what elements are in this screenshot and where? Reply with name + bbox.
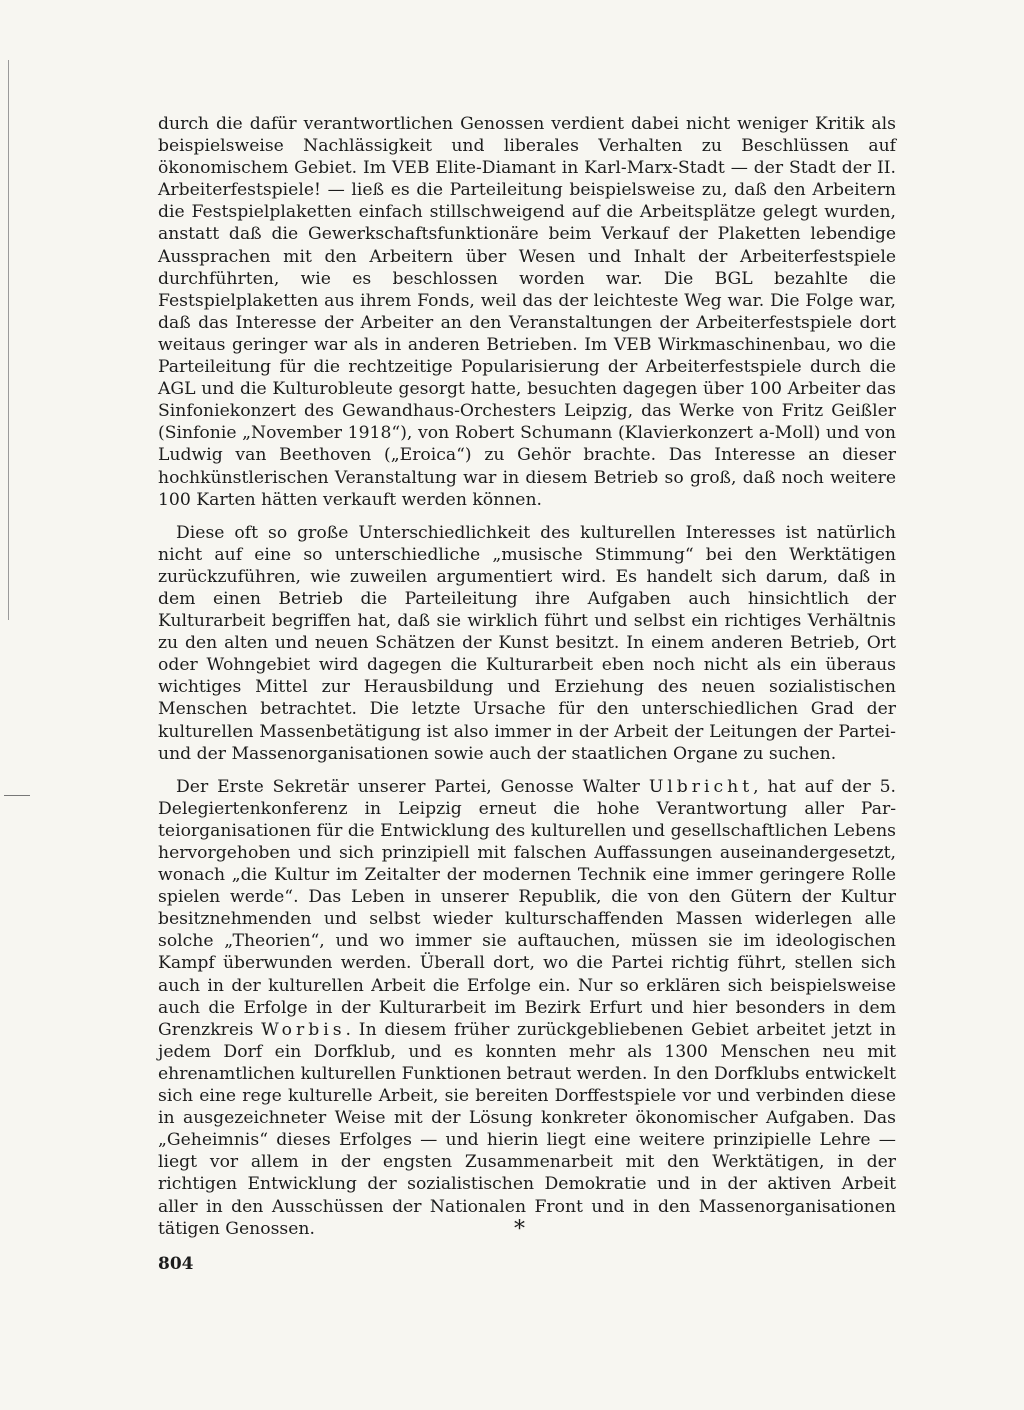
paragraph-2-text: Diese oft so große Unterschiedlichkeit des kulturellen Interesses ist natürlich nicht auf eine so unterschiedliche „musische Stimmung“ bei den Werktätigen zurückzuführen, wie zuweilen argumentiert wird. Es handelt sich darum, daß in dem einen Betrieb die Parteileitung ihre Aufgaben auch hinsichtlich der Kulturarbeit begriffen hat, daß sie wirklich führt und selbst ein richtiges Verhältnis zu den alten und neuen Schätzen der Kunst besitzt. In einem anderen Betrieb, Ort oder Wohngebiet wird dagegen die Kulturarbeit eben noch nicht als ein überaus wichtiges Mittel zur Herausbildung und Erziehung des neuen sozialistischen Menschen betrachtet. Die letzte Ursache für den unterschiedlichen Grad der kulturellen Massenbetätigung ist also immer in der Arbeit der Leitungen der Partei- und der Massenorganisationen sowie auch der staatlichen Organe zu suchen. [158,522,896,764]
paragraph-2 [158,522,896,765]
paragraph-3-text-b: , hat auf der 5. Delegiertenkonferenz in Leipzig erneut die hohe Verantwortung aller Parteiorganisationen für die Entwicklung des kulturellen und gesellschaftlichen Lebens hervorgehoben und sich prinzipiell mit falschen Auffassungen auseinandergesetzt, wonach „die Kultur im Zeitalter der modernen Technik eine immer geringere Rolle spielen werde“. Das Leben in unserer Republik, die von den Gütern der Kultur besitznehmenden und selbst wieder kulturschaffenden Massen widerlegen alle solche „Theorien“, und wo immer sie auftauchen, müssen sie im ideologischen Kampf überwunden werden. Überall dort, wo die Partei richtig führt, stellen sich auch in der kulturellen Arbeit die Erfolge ein. Nur so erklären sich beispielsweise auch die Erfolge in der Kulturarbeit im Bezirk Erfurt und hier besonders in dem Grenzkreis [158,776,896,1040]
paragraph-1 [158,113,896,511]
page-number: 804 [158,1254,194,1274]
paragraph-3 [158,776,896,1240]
name-worbis: Worbis [261,1019,346,1040]
text-column [158,113,896,1240]
scan-margin-tick [4,795,30,796]
section-separator: * [514,1217,525,1242]
scan-margin-line [8,60,9,620]
name-ulbricht: Ulbricht [648,776,754,797]
paragraph-3-text-c: . In diesem früher zurückgebliebenen Gebiet arbeitet jetzt in jedem Dorf ein Dorfklub, und es konnten mehr als 1300 Menschen neu mit ehrenamtlichen kulturellen Funktionen betraut werden. In den Dorfklubs entwickelt sich eine rege kulturelle Arbeit, sie bereiten Dorffestspiele vor und verbinden diese in ausgezeichneter Weise mit der Lösung konkreter ökonomischer Aufgaben. Das „Geheimnis“ dieses Erfolges — und hierin liegt eine weitere prinzipielle Lehre — liegt vor allem in der engsten Zusammenarbeit mit den Werktätigen, in der richtigen Entwicklung der sozialistischen Demokratie und in der aktiven Arbeit aller in den Ausschüssen der Nationalen Front und in den Massenorganisationen tätigen Genossen. [158,1019,897,1239]
paragraph-1-text: durch die dafür verantwortlichen Genossen verdient dabei nicht weniger Kritik als beispielsweise Nachlässigkeit und liberales Verhalten zu Beschlüssen auf ökonomischem Gebiet. Im VEB Elite-Diamant in Karl-Marx-Stadt — der Stadt der II. Arbeiterfestspiele! — ließ es die Parteileitung beispielsweise zu, daß den Arbeitern die Festspielplaketten einfach stillschweigend auf die Arbeitsplätze gelegt wurden, anstatt daß die Gewerkschaftsfunktionäre beim Verkauf der Plaketten lebendige Aussprachen mit den Arbeitern über Wesen und Inhalt der Arbeiterfestspiele durchführten, wie es beschlossen worden war. Die BGL bezahlte die Festspielplaketten aus ihrem Fonds, weil das der leichteste Weg war. Die Folge war, daß das Interesse der Arbeiter an den Veranstaltungen der Arbeiterfestspiele dort weitaus geringer war als in anderen Betrieben. Im VEB Wirkmaschinenbau, wo die Parteileitung für die rechtzeitige Popularisierung der Arbeiterfestspiele durch die AGL und die Kulturobleute gesorgt hatte, besuchten dagegen über 100 Arbeiter das Sinfoniekonzert des Gewandhaus-Orchesters Leipzig, das Werke von Fritz Geißler (Sinfonie „November 1918“), von Robert Schumann (Klavierkonzert a-Moll) und von Ludwig van Beethoven („Eroica“) zu Gehör brachte. Das Interesse an dieser hochkünstlerischen Veranstaltung war in diesem Betrieb so groß, daß noch weitere 100 Karten hätten verkauft werden können. [158,114,896,510]
paragraph-3-text-a: Der Erste Sekretär unserer Partei, Genosse Walter [176,776,649,797]
